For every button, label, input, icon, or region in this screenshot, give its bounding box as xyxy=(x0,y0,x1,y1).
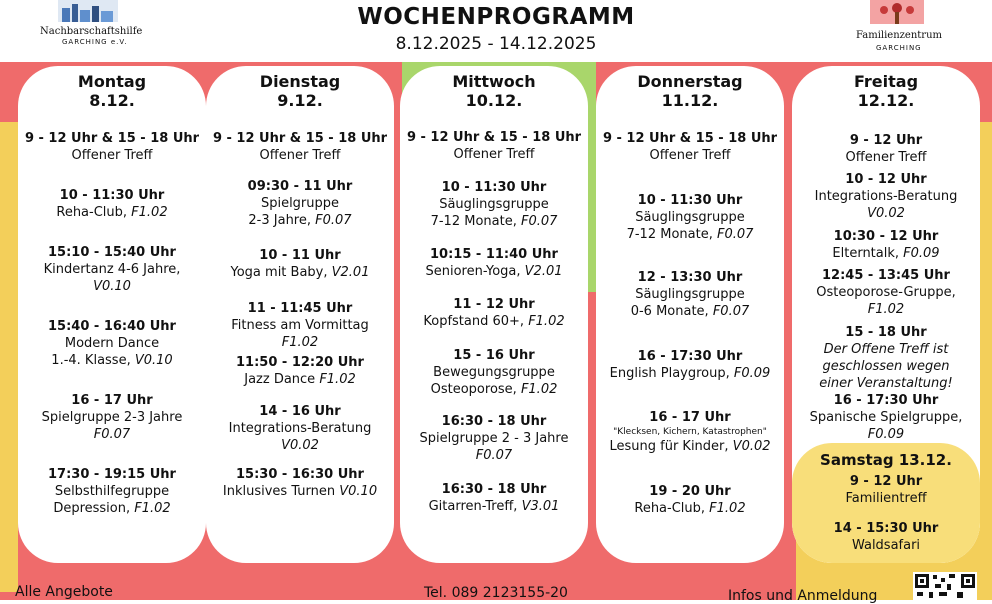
event-time: 15:10 - 15:40 Uhr xyxy=(48,245,176,260)
event-time: 10:30 - 12 Uhr xyxy=(833,229,939,244)
saturday-heading: Samstag 13.12. xyxy=(820,451,952,469)
event xyxy=(18,318,206,369)
logo-left-sub: GARCHING e.V. xyxy=(62,38,128,46)
day-date: 8.12. xyxy=(89,91,135,110)
event-title: Offener Treff xyxy=(259,148,341,163)
event-room: F0.09 xyxy=(733,366,771,381)
event xyxy=(792,473,980,507)
event xyxy=(400,246,588,280)
event xyxy=(596,409,784,455)
event xyxy=(596,348,784,382)
event-title: Kindertanz 4-6 Jahre, xyxy=(43,262,181,277)
event-title: Spielgruppe 2-3 Jahre xyxy=(41,410,183,425)
event xyxy=(206,130,394,164)
event-time: 14 - 16 Uhr xyxy=(259,404,341,419)
event xyxy=(596,130,784,164)
event-time: 9 - 12 Uhr xyxy=(849,474,923,489)
event-title: Integrations-Beratung xyxy=(814,189,958,204)
day-name: Freitag xyxy=(853,72,919,91)
event-time: 15:30 - 16:30 Uhr xyxy=(236,467,364,482)
event-title: Spielgruppe 2 - 3 Jahre xyxy=(419,431,569,446)
event-time: 9 - 12 Uhr & 15 - 18 Uhr xyxy=(602,131,778,146)
event-title: Säuglingsgruppe xyxy=(635,287,745,302)
day-column-friday xyxy=(792,66,980,563)
event-title: Osteoporose-Gruppe, xyxy=(816,285,956,300)
logo-right-name: Familienzentrum xyxy=(856,30,943,41)
event-title: Spielgruppe xyxy=(260,196,340,211)
event xyxy=(792,171,980,222)
event-title: Offener Treff xyxy=(71,148,153,163)
event-room: F1.02 xyxy=(281,335,319,350)
event-title: Integrations-Beratung xyxy=(228,421,372,436)
event-room: F1.02 xyxy=(131,205,168,220)
event xyxy=(400,129,588,163)
event-line2: 2-3 Jahre, xyxy=(248,213,316,228)
event-title: Lesung für Kinder, xyxy=(609,439,733,454)
event xyxy=(18,466,206,517)
event-time: 10:15 - 11:40 Uhr xyxy=(430,247,558,262)
event xyxy=(400,481,588,515)
event-time: 9 - 12 Uhr & 15 - 18 Uhr xyxy=(406,130,582,145)
logo-familienzentrum xyxy=(850,0,950,56)
event-title: Selbsthilfegruppe xyxy=(54,484,170,499)
event-title: Reha-Club, xyxy=(634,501,710,516)
event-room: F1.02 xyxy=(528,314,565,329)
event-time: 19 - 20 Uhr xyxy=(649,484,731,499)
day-name: Mittwoch xyxy=(452,72,536,91)
event-time: 16 - 17:30 Uhr xyxy=(833,393,939,408)
event xyxy=(18,244,206,295)
event-title: Gitarren-Treff, xyxy=(428,499,522,514)
event-room: F0.07 xyxy=(712,304,750,319)
event xyxy=(18,392,206,443)
bg-band-yellow-left xyxy=(0,122,18,592)
day-name: Montag xyxy=(77,72,147,91)
event xyxy=(206,466,394,500)
event-time: 16:30 - 18 Uhr xyxy=(441,482,547,497)
event xyxy=(596,483,784,517)
event-subtitle: "Klecksen, Kichern, Katastrophen" xyxy=(613,427,767,437)
date-range: 8.12.2025 - 14.12.2025 xyxy=(395,34,597,54)
event-room: V0.02 xyxy=(867,206,905,221)
event-room: F1.02 xyxy=(867,302,905,317)
event xyxy=(792,392,980,443)
event-title: Offener Treff xyxy=(453,147,535,162)
event-room: F0.07 xyxy=(315,213,352,228)
event-title: Säuglingsgruppe xyxy=(635,210,745,225)
event xyxy=(792,267,980,318)
saturday-box xyxy=(792,443,980,563)
event-room: F0.07 xyxy=(716,227,754,242)
event xyxy=(206,300,394,351)
event-time: 9 - 12 Uhr & 15 - 18 Uhr xyxy=(24,131,200,146)
event-room: V0.02 xyxy=(281,438,319,453)
event-title: English Playgroup, xyxy=(609,366,734,381)
event xyxy=(206,247,394,281)
day-column-wednesday xyxy=(400,66,588,563)
day-date: 10.12. xyxy=(465,91,523,110)
event-title: Offener Treff xyxy=(649,148,731,163)
footer-phone: Tel. 089 2123155-20 xyxy=(424,585,568,601)
day-column-tuesday xyxy=(206,66,394,563)
event xyxy=(596,192,784,243)
event xyxy=(18,187,206,221)
qr-code-icon[interactable] xyxy=(913,572,977,600)
event xyxy=(400,347,588,398)
event-room: V2.01 xyxy=(524,264,563,279)
event-time: 9 - 12 Uhr xyxy=(849,133,923,148)
event xyxy=(792,132,980,166)
event-time: 11 - 11:45 Uhr xyxy=(247,301,353,316)
event xyxy=(400,296,588,330)
event-room: F0.07 xyxy=(520,214,558,229)
event-room: V0.10 xyxy=(93,279,131,294)
event xyxy=(206,354,394,388)
event-room: V0.02 xyxy=(732,439,771,454)
event-time: 10 - 12 Uhr xyxy=(845,172,927,187)
event-time: 16 - 17 Uhr xyxy=(71,393,153,408)
event-title: Fitness am Vormittag xyxy=(231,318,369,333)
event-title: Senioren-Yoga, xyxy=(425,264,525,279)
logo-right-sub: GARCHING xyxy=(876,44,922,52)
event-time: 15 - 18 Uhr xyxy=(845,325,927,340)
event-title: Elterntalk, xyxy=(832,246,904,261)
event-time: 11:50 - 12:20 Uhr xyxy=(236,355,364,370)
event-line2: 7-12 Monate, xyxy=(626,227,717,242)
footer-info: Infos und Anmeldung xyxy=(728,588,878,604)
event xyxy=(596,269,784,320)
event-title: Säuglingsgruppe xyxy=(439,197,549,212)
event-room: F1.02 xyxy=(134,501,171,516)
event-line2: 0-6 Monate, xyxy=(630,304,713,319)
event-title: Inklusives Turnen xyxy=(222,484,340,499)
event-title: Spanische Spielgruppe, xyxy=(809,410,963,425)
event-title: Waldsafari xyxy=(851,538,921,553)
event xyxy=(206,178,394,229)
event-title: Reha-Club, xyxy=(56,205,132,220)
event-room: V0.10 xyxy=(134,353,173,368)
event-time: 11 - 12 Uhr xyxy=(453,297,535,312)
event-room: V2.01 xyxy=(331,265,370,280)
event xyxy=(400,413,588,464)
day-name: Donnerstag xyxy=(637,72,743,91)
event-note: Der Offene Treff ist geschlossen wegen einer Veranstaltung! xyxy=(819,342,953,391)
event-title: Bewegungsgruppe xyxy=(433,365,555,380)
event xyxy=(792,228,980,262)
header xyxy=(0,0,992,62)
event-room: V3.01 xyxy=(521,499,560,514)
logo-left-name: Nachbarschaftshilfe xyxy=(40,26,143,37)
event-room: F1.02 xyxy=(709,501,746,516)
event-time: 9 - 12 Uhr & 15 - 18 Uhr xyxy=(212,131,388,146)
event-time: 10 - 11 Uhr xyxy=(259,248,341,263)
event-time: 15 - 16 Uhr xyxy=(453,348,535,363)
event-title: Offener Treff xyxy=(845,150,927,165)
day-date: 12.12. xyxy=(857,91,915,110)
event-time: 16:30 - 18 Uhr xyxy=(441,414,547,429)
event-time: 16 - 17:30 Uhr xyxy=(637,349,743,364)
event-room: V0.10 xyxy=(339,484,378,499)
event-room: F1.02 xyxy=(319,372,356,387)
event-title: Kopfstand 60+, xyxy=(423,314,529,329)
event-time: 12 - 13:30 Uhr xyxy=(637,270,743,285)
event xyxy=(792,520,980,554)
event-line2: Depression, xyxy=(53,501,135,516)
event xyxy=(400,179,588,230)
day-name: Dienstag xyxy=(259,72,341,91)
event xyxy=(792,324,980,392)
footer-all-offers: Alle Angebote xyxy=(15,584,113,600)
event-line2: 1.-4. Klasse, xyxy=(51,353,135,368)
day-date: 9.12. xyxy=(277,91,323,110)
event xyxy=(18,130,206,164)
event-time: 10 - 11:30 Uhr xyxy=(59,188,165,203)
event-room: F0.07 xyxy=(475,448,513,463)
event-line2: Osteoporose, xyxy=(430,382,521,397)
day-column-monday xyxy=(18,66,206,563)
event-title: Jazz Dance xyxy=(244,372,320,387)
day-column-thursday xyxy=(596,66,784,563)
event-title: Modern Dance xyxy=(64,336,160,351)
event-room: F1.02 xyxy=(520,382,558,397)
event-time: 15:40 - 16:40 Uhr xyxy=(48,319,176,334)
event-room: F0.07 xyxy=(93,427,131,442)
event-line2: 7-12 Monate, xyxy=(430,214,521,229)
event-time: 16 - 17 Uhr xyxy=(649,410,731,425)
event-title: Familientreff xyxy=(845,491,927,506)
event-time: 14 - 15:30 Uhr xyxy=(833,521,939,536)
event-room: F0.09 xyxy=(903,246,940,261)
event-time: 12:45 - 13:45 Uhr xyxy=(822,268,950,283)
event-time: 17:30 - 19:15 Uhr xyxy=(48,467,176,482)
event-time: 10 - 11:30 Uhr xyxy=(441,180,547,195)
page-title: WOCHENPROGRAMM xyxy=(357,4,635,30)
family-tree-icon xyxy=(870,0,924,24)
day-date: 11.12. xyxy=(661,91,719,110)
event-time: 10 - 11:30 Uhr xyxy=(637,193,743,208)
event-room: F0.09 xyxy=(867,427,905,442)
event xyxy=(206,403,394,454)
event-time: 09:30 - 11 Uhr xyxy=(247,179,353,194)
event-title: Yoga mit Baby, xyxy=(230,265,332,280)
